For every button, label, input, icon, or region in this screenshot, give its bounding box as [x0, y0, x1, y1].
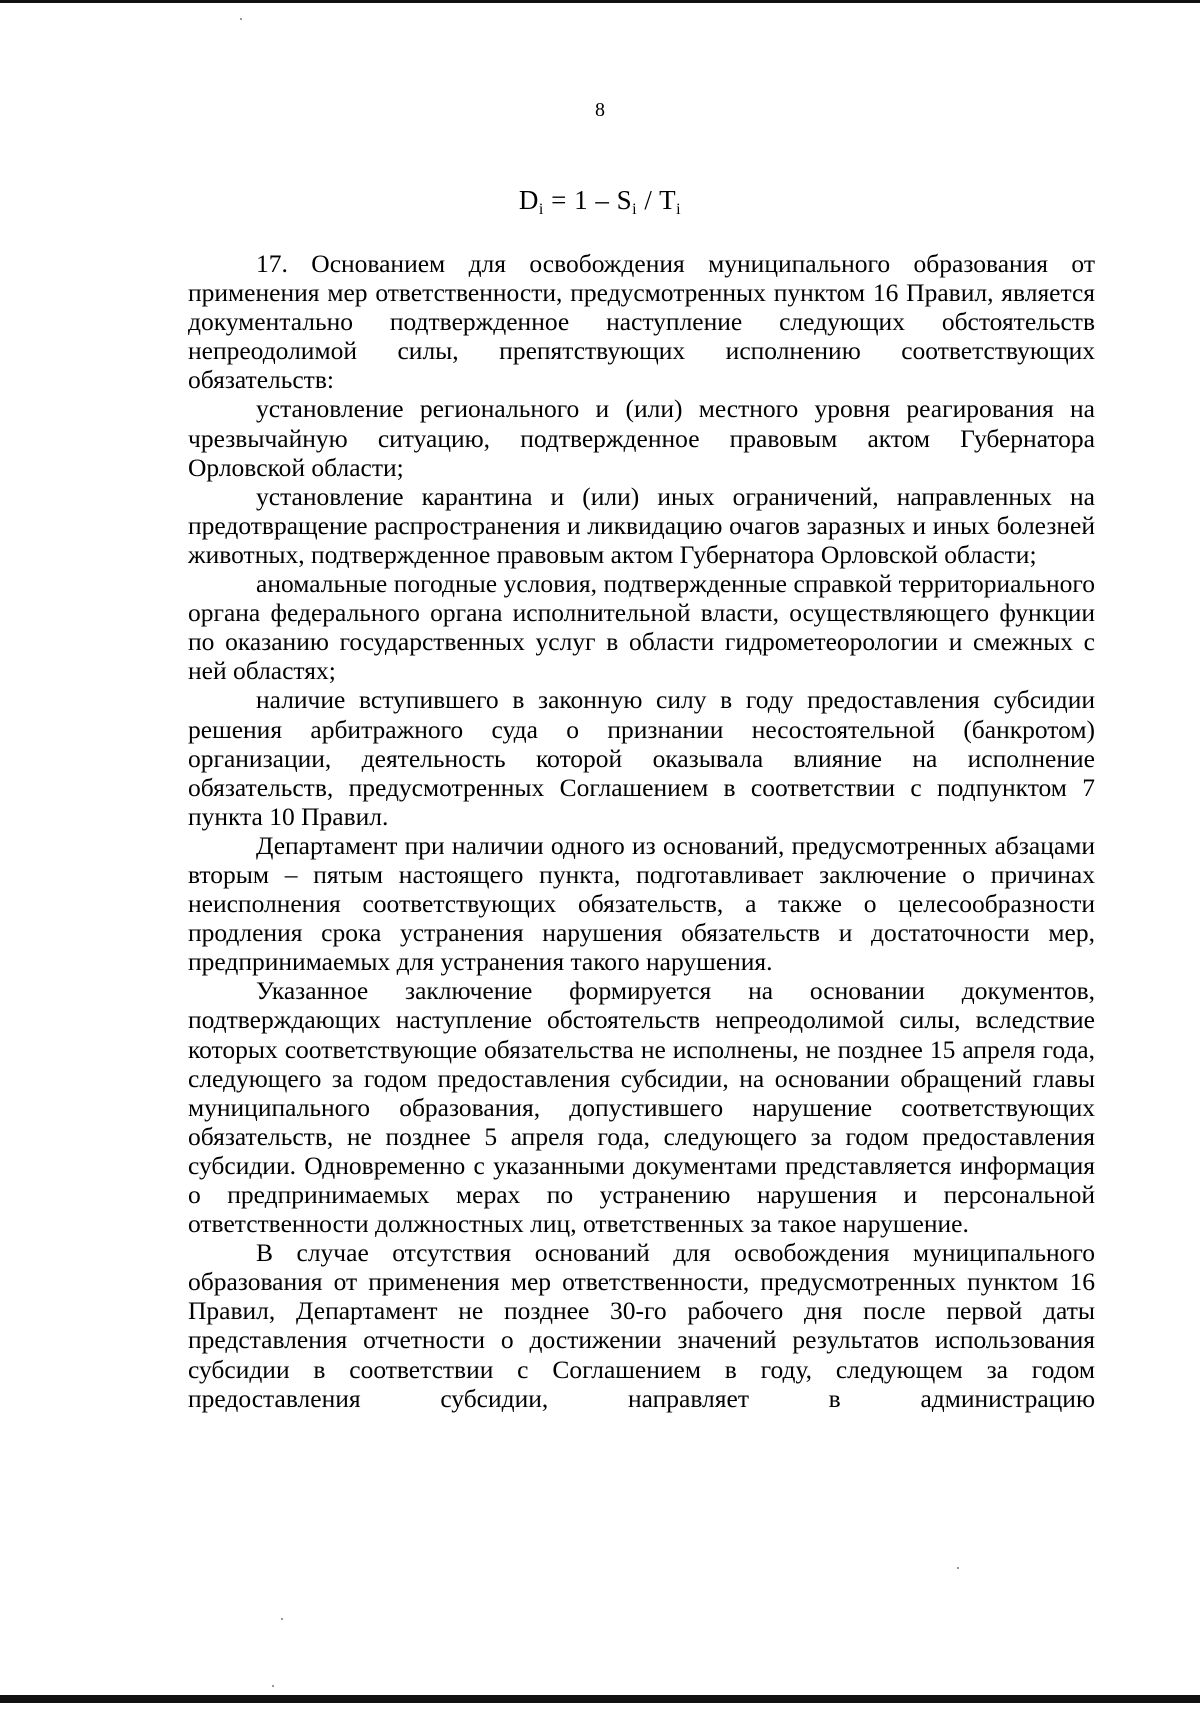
formula-t-subscript: i — [676, 201, 682, 218]
scan-speck — [957, 1567, 959, 1569]
formula — [0, 184, 1200, 216]
formula-t: T — [659, 185, 677, 215]
body-text — [188, 249, 1095, 1413]
paragraph-bankruptcy: наличие вступившего в законную силу в году предоставления субсидии решения арбитражного суда о признании несостоятельной (банкротом) организации, деятельность которой оказывала влияние на исполнение обязательств, предусмотренных Соглашением в соответствии с подпунктом 7 пункта 10 Правил. — [188, 685, 1095, 831]
paragraph-department-conclusion: Департамент при наличии одного из оснований, предусмотренных абзацами вторым – пятым настоящего пункта, подготавливает заключение о причинах неисполнения соответствующих обязательств, а также о целесообразности продления срока устранения нарушения обязательств и достаточности мер, предпринимаемых для устранения такого нарушения. — [188, 830, 1095, 977]
paragraph-weather: аномальные погодные условия, подтвержденные справкой территориального органа федерального органа исполнительной власти, осуществляющего функции по оказанию государственных услуг в области гидрометеорологии и смежных с ней областях; — [188, 569, 1095, 686]
formula-divide: / — [637, 185, 660, 215]
formula-d-subscript: i — [538, 201, 544, 218]
page-number: 8 — [595, 99, 605, 121]
scan-speck — [281, 1618, 283, 1620]
formula-equals-one-minus: = 1 – — [543, 185, 617, 215]
scan-speck — [240, 18, 242, 20]
scan-top-edge — [0, 0, 1200, 3]
paragraph-emergency: установление регионального и (или) местного уровня реагирования на чрезвычайную ситуацию, подтвержденное правовым актом Губернатора Орловской области; — [188, 394, 1095, 482]
formula-d: D — [518, 185, 539, 215]
scan-speck — [272, 1685, 274, 1687]
scan-bottom-edge — [0, 1695, 1200, 1703]
paragraph-quarantine: установление карантина и (или) иных ограничений, направленных на предотвращение распространения и ликвидацию очагов заразных и иных болезней животных, подтвержденное правовым актом Губернатора Орловской области; — [188, 481, 1095, 569]
formula-s-subscript: i — [632, 201, 638, 218]
paragraph-no-grounds: В случае отсутствия оснований для освобождения муниципального образования от применения мер ответственности, предусмотренных пунктом 16 Правил, Департамент не позднее 30-го рабочего дня после первой даты представления отчетности о достижении значений результатов использования субсидии в соответствии с Соглашением в году, следующем за годом предоставления субсидии, направляет в администрацию — [188, 1238, 1095, 1413]
paragraph-conclusion-basis: Указанное заключение формируется на основании документов, подтверждающих наступление обстоятельств непреодолимой силы, вследствие которых соответствующие обязательства не исполнены, не позднее 15 апреля года, следующего за годом предоставления субсидии, на основании обращений главы муниципального образования, допустившего нарушение соответствующих обязательств, не позднее 5 апреля года, следующего за годом предоставления субсидии. Одновременно с указанными документами представляется информация о предпринимаемых мерах по устранению нарушения и персональной ответственности должностных лиц, ответственных за такое нарушение. — [188, 976, 1095, 1239]
paragraph-17-intro: 17. Основанием для освобождения муниципального образования от применения мер ответственности, предусмотренных пунктом 16 Правил, является документально подтвержденное наступление следующих обстоятельств непреодолимой силы, препятствующих исполнению соответствующих обязательств: — [188, 249, 1095, 395]
formula-s: S — [616, 185, 633, 215]
